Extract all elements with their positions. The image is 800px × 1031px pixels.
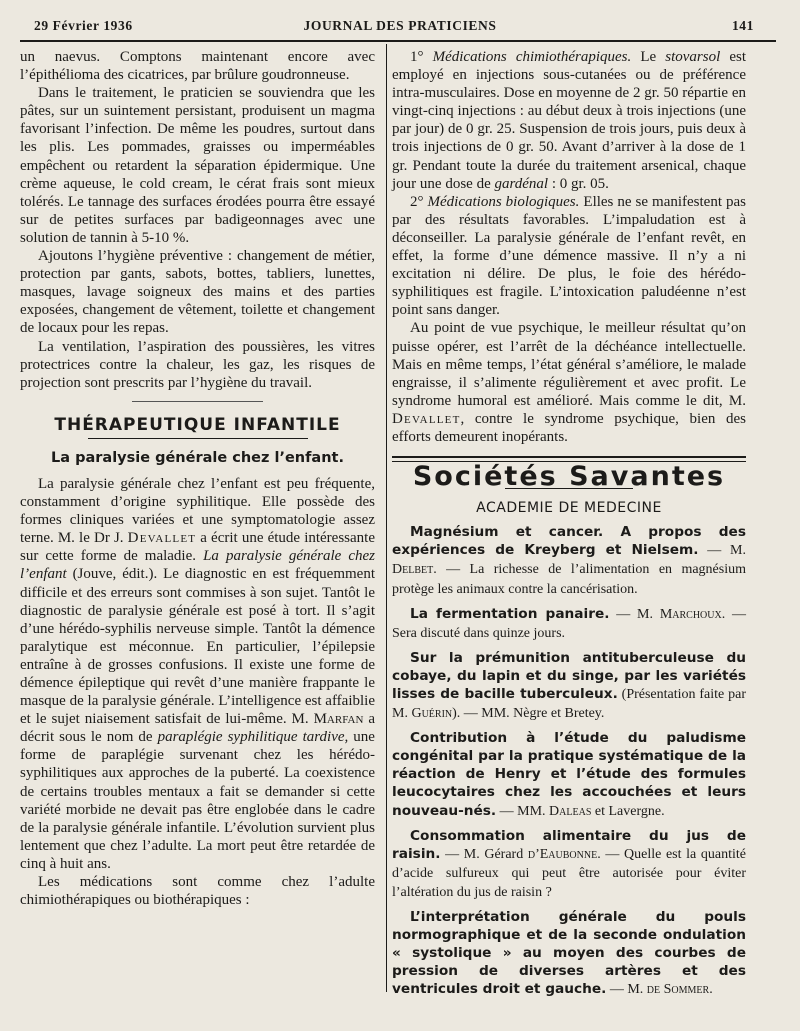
communication-item (392, 605, 746, 643)
text: a décrit sous le nom de (20, 711, 375, 746)
text: une forme de paraplégie survenant chez les hérédo-syphilitiques aux approches de la puberté. La coexistence de certains troubles mentaux a fait se demander si cette variété morbide ne devait pas être englobée dans le cadre de la paralysie générale infantile. L’évolution survient plus lentement que chez l’adulte. La mort peut être retardée de cinq à huit ans. (20, 729, 375, 872)
communication-title: L’interprétation générale du pouls normographique et de la seconde ondulation « systolique » au moyen des courbes de pression de diverses artères et des ventricules droit et gauche. (392, 909, 746, 998)
drug-name: gardénal (494, 175, 549, 192)
communication-author: Daleas (549, 803, 592, 819)
communication-title: Consommation alimentaire du jus de raisin. (392, 827, 746, 862)
communication-sep: — MM. (496, 803, 550, 819)
communication-detail: . — Sera discuté dans quinze jours. (392, 606, 747, 641)
communication-item (392, 827, 746, 902)
communication-detail: . — La richesse de l’alimentation en magnésium protège les animaux contre la cancérisation. (392, 562, 746, 597)
subheading: Médications biologiques. (427, 193, 580, 210)
communication-item (392, 729, 746, 820)
header-journal-title: JOURNAL DES PRATICIENS (303, 18, 497, 33)
paragraph (392, 319, 746, 446)
article-paragraph (20, 475, 375, 873)
communication-title: La fermentation panaire. (410, 605, 610, 622)
subheading: Médications chimiothérapiques. (432, 49, 632, 65)
communication-detail: . (709, 982, 713, 998)
text: est employé en injections sous-cutanées ou de préférence intra-musculaires. Dose en moyenne de 2 gr. 50 répartie en vingt-cinq injections : au début deux à trois injections (une par jour) de 0 gr. 25. Suspension de trois jours, puis deux à trois injections de 0 gr. 50. Avant d’arriver à la dose de 1 gr. Pendant toute la durée du traitement arsenical, chaque jour une dose de (392, 49, 746, 192)
communication-detail: ). — MM. Nègre et Bretey. (452, 706, 605, 722)
communication-title: Magnésium et cancer. A propos des expériences de Kreyberg et Nielsem. (392, 524, 746, 559)
left-column (20, 48, 375, 909)
communication-sep: — M. (606, 982, 647, 998)
text: : 0 gr. 05. (548, 175, 609, 192)
communication-title: Sur la prémunition antituberculeuse du cobaye, du lapin et du singe, par les variétés lisses de bacille tuberculeux. (392, 649, 746, 702)
communication-item (392, 523, 746, 598)
text: (Jouve, édit.). Le diagnostic en est fréquemment difficile et des erreurs sont commises à son sujet. Tantôt le diagnostic de paralysie générale est posé à tort. Il s’agit d’une hérédo-syphilis nerveuse simple. Tantôt la démence paralytique est méconnue. En particulier, l’épilepsie entraîne à de grosses confusions. Il existe une forme de démence épileptique qui revêt d’une manière frappante le masque de la paralysie générale. L’intelligence est affaiblie et le sujet niaisement satisfait de lui-même. M. (20, 566, 375, 728)
section-title: THÉRAPEUTIQUE INFANTILE (54, 414, 341, 435)
societes-title: Sociétés Savantes (412, 461, 726, 493)
text: a écrit une étude intéressante sur cette forme de maladie. (20, 530, 375, 565)
header-date: 29 Février 1936 (34, 18, 133, 33)
number: 2° (410, 193, 428, 210)
text: Au point de vue psychique, le meilleur résultat qu’on puisse opérer, est l’arrêt de la déchéance intellectuelle. Mais en même temps, l’état général s’améliore, le malade engraisse, il s’alimente régulièrement et avec profit. Le syndrome humoral est amélioré. Mais comme le dit, M. (392, 320, 746, 409)
communication-sep: (Présentation faite par M. (392, 687, 746, 722)
number: 1° (410, 49, 433, 65)
communication-item (392, 649, 746, 723)
term: paraplégie syphilitique tardive, (157, 729, 349, 746)
communication-author: Guérin (411, 706, 453, 722)
paragraph: Dans le traitement, le praticien se souviendra que les pâtes, sur un suintement persistant, produisent un magma favorisant l’infection. De même les poudres, surtout dans les plis. Les pommades, graisses ou imperméables empêchent ou retardent la séparation épidermique. Une crème aqueuse, le cold cream, le cérat frais sont mieux tolérés. Le tannage des surfaces érodées pourra être essayé sur de petites surfaces par badigeonnages avec une solution de tannin à 5-10 %. (20, 85, 375, 246)
separator-rule (20, 398, 375, 406)
paragraph (392, 193, 746, 320)
paragraph: La ventilation, l’aspiration des poussières, les vitres protectrices contre la chaleur, les gaz, les risques de projection sont prescrits par l’hygiène du travail. (20, 338, 375, 391)
author-name: Devallet (392, 410, 461, 427)
section-rule (392, 456, 746, 458)
communication-detail: . — Quelle est la quantité d’acide sulfureux qui peut être autorisée pour éviter l’altération du jus de raisin ? (392, 846, 747, 900)
paragraph: Ajoutons l’hygiène préventive : changement de métier, protection par gants, sabots, bottes, tabliers, lunettes, masques, lavage soigneux des mains et des parties exposées, changement de vêtement, toilette et changement de locaux pour les repas. (20, 248, 375, 337)
communication-author: d’Eaubonne (527, 846, 598, 862)
section-title-rule (88, 438, 308, 439)
text: , contre le syndrome psychique, bien des efforts demeurent inopérants. (392, 410, 746, 445)
communication-detail: et Lavergne. (591, 803, 665, 819)
header-page-number: 141 (731, 18, 754, 33)
paragraph: Les médications sont comme chez l’adulte chimiothérapiques ou biothérapiques : (20, 874, 375, 909)
communication-author: Marchoux (659, 606, 722, 622)
paragraph: un naevus. Comptons maintenant encore avec l’épithélioma des cicatrices, par brûlure goudronneuse. (20, 49, 375, 84)
communication-sep: — M. (609, 606, 660, 622)
author-name: Marfan (313, 711, 364, 728)
communication-item (392, 908, 746, 999)
text: La paralysie générale chez l’enfant est peu fréquente, constamment d’origine syphilitique. Elle possède des formes cliniques variées et une symptomatologie assez terne. M. le Dr J. (20, 475, 375, 547)
text: Le (631, 49, 666, 65)
author-name: Devallet (127, 530, 197, 547)
page-header (18, 14, 782, 38)
column-divider (386, 44, 387, 992)
communication-sep: — M. (698, 543, 746, 559)
communications-list (392, 523, 746, 999)
header-rule (20, 40, 776, 42)
drug-name: stovarsol (665, 49, 721, 65)
paragraph (392, 48, 746, 193)
text: Elles ne se manifestent pas par des résultats favorables. L’impaludation est à déconseiller. La paralysie générale de l’enfant revêt, en effet, la forme d’une démence massive. Il n’y a ni excitation ni délire. De plus, le foie des hérédo-syphilitiques est fragile. L’intoxication paludéenne n’est point sans danger. (392, 193, 747, 319)
communication-author: Delbet (392, 562, 434, 578)
communication-title: Contribution à l’étude du paludisme congénital par la pratique systématique de la réaction de Henry et l’étude des formules leucocytaires chez les accouchées et leurs nouveau-nés. (392, 730, 746, 819)
communication-sep: — M. Gérard (440, 846, 528, 862)
book-title: La paralysie générale chez l’enfant (20, 548, 375, 583)
right-column (392, 48, 746, 1006)
communication-author: de Sommer (646, 982, 710, 998)
article-title: La paralysie générale chez l’enfant. (51, 449, 344, 466)
academie-heading: ACADEMIE DE MEDECINE (476, 500, 662, 517)
